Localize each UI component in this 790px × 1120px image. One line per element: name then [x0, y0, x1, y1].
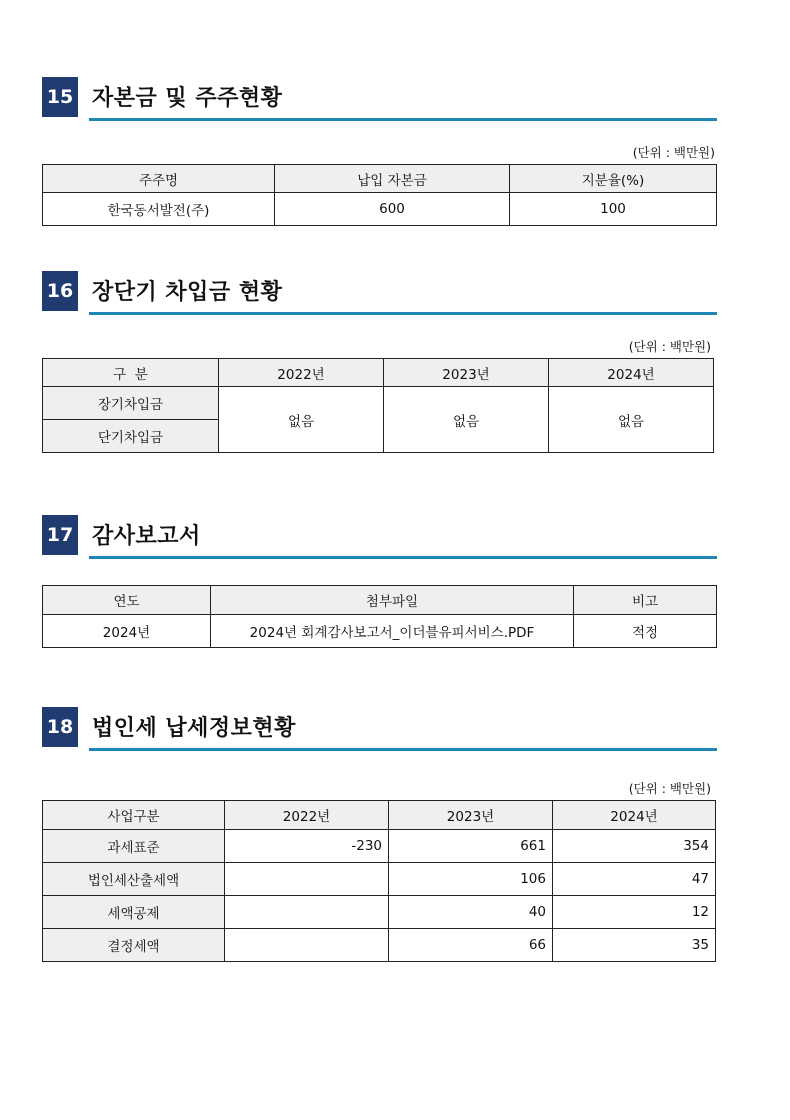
column-header: 구 분: [43, 359, 219, 387]
table-header-row: [43, 586, 717, 615]
row-label: 과세표준: [43, 830, 225, 863]
shareholder-table: [42, 164, 717, 226]
value-2023: 40: [389, 896, 553, 929]
table-row: [43, 387, 714, 420]
table-row: [43, 830, 716, 863]
unit-label: (단위 : 백만원): [628, 339, 711, 354]
value-2024: 없음: [549, 387, 714, 453]
section-header: [42, 515, 717, 559]
column-header: 주주명: [43, 165, 275, 193]
column-header: 2023년: [389, 801, 553, 830]
value-2022: [225, 929, 389, 962]
section-number: 18: [42, 707, 78, 747]
section-title: 장단기 차입금 현황: [92, 280, 283, 305]
table-row: [43, 615, 717, 648]
value-2024: 354: [553, 830, 716, 863]
column-header: 2024년: [549, 359, 714, 387]
value-2023: 66: [389, 929, 553, 962]
row-label: 결정세액: [43, 929, 225, 962]
row-label: 장기차입금: [43, 387, 219, 420]
table-row: [43, 929, 716, 962]
section-title: 자본금 및 주주현황: [92, 86, 283, 111]
table-row: [43, 193, 717, 226]
value-2022: 없음: [219, 387, 384, 453]
table-row: [43, 896, 716, 929]
section-divider: [89, 748, 717, 751]
value-2022: [225, 863, 389, 896]
shareholder-name: 한국동서발전(주): [43, 193, 275, 226]
column-header: 비고: [574, 586, 717, 615]
section-divider: [89, 556, 717, 559]
unit-label: (단위 : 백만원): [632, 145, 715, 160]
section-borrowings: [42, 271, 717, 453]
section-title: 법인세 납세정보현황: [92, 716, 296, 741]
column-header: 2022년: [225, 801, 389, 830]
value-2022: [225, 896, 389, 929]
section-audit-report: [42, 515, 717, 648]
value-2022: -230: [225, 830, 389, 863]
section-number: 15: [42, 77, 78, 117]
section-title: 감사보고서: [92, 524, 201, 549]
column-header: 연도: [43, 586, 211, 615]
section-number: 17: [42, 515, 78, 555]
paid-in-capital: 600: [275, 193, 510, 226]
column-header: 2024년: [553, 801, 716, 830]
column-header: 지분율(%): [510, 165, 717, 193]
section-divider: [89, 118, 717, 121]
row-label: 단기차입금: [43, 420, 219, 453]
column-header: 2023년: [384, 359, 549, 387]
table-header-row: [43, 165, 717, 193]
value-2023: 661: [389, 830, 553, 863]
audit-year: 2024년: [43, 615, 211, 648]
share-ratio: 100: [510, 193, 717, 226]
section-capital-shareholders: [42, 77, 717, 226]
section-number: 16: [42, 271, 78, 311]
row-label: 법인세산출세액: [43, 863, 225, 896]
table-row: [43, 863, 716, 896]
value-2024: 12: [553, 896, 716, 929]
column-header: 2022년: [219, 359, 384, 387]
section-header: [42, 271, 717, 315]
value-2023: 없음: [384, 387, 549, 453]
value-2023: 106: [389, 863, 553, 896]
unit-label: (단위 : 백만원): [628, 781, 711, 796]
column-header: 첨부파일: [211, 586, 574, 615]
section-header: [42, 707, 717, 751]
section-corporate-tax: [42, 707, 717, 962]
table-header-row: [43, 359, 714, 387]
borrowings-table: [42, 358, 714, 453]
audit-table: [42, 585, 717, 648]
row-label: 세액공제: [43, 896, 225, 929]
value-2024: 35: [553, 929, 716, 962]
tax-table: [42, 800, 716, 962]
attachment-file[interactable]: 2024년 회계감사보고서_이더블유피서비스.PDF: [211, 615, 574, 648]
table-header-row: [43, 801, 716, 830]
section-divider: [89, 312, 717, 315]
section-header: [42, 77, 717, 121]
audit-opinion: 적정: [574, 615, 717, 648]
value-2024: 47: [553, 863, 716, 896]
column-header: 사업구분: [43, 801, 225, 830]
column-header: 납입 자본금: [275, 165, 510, 193]
